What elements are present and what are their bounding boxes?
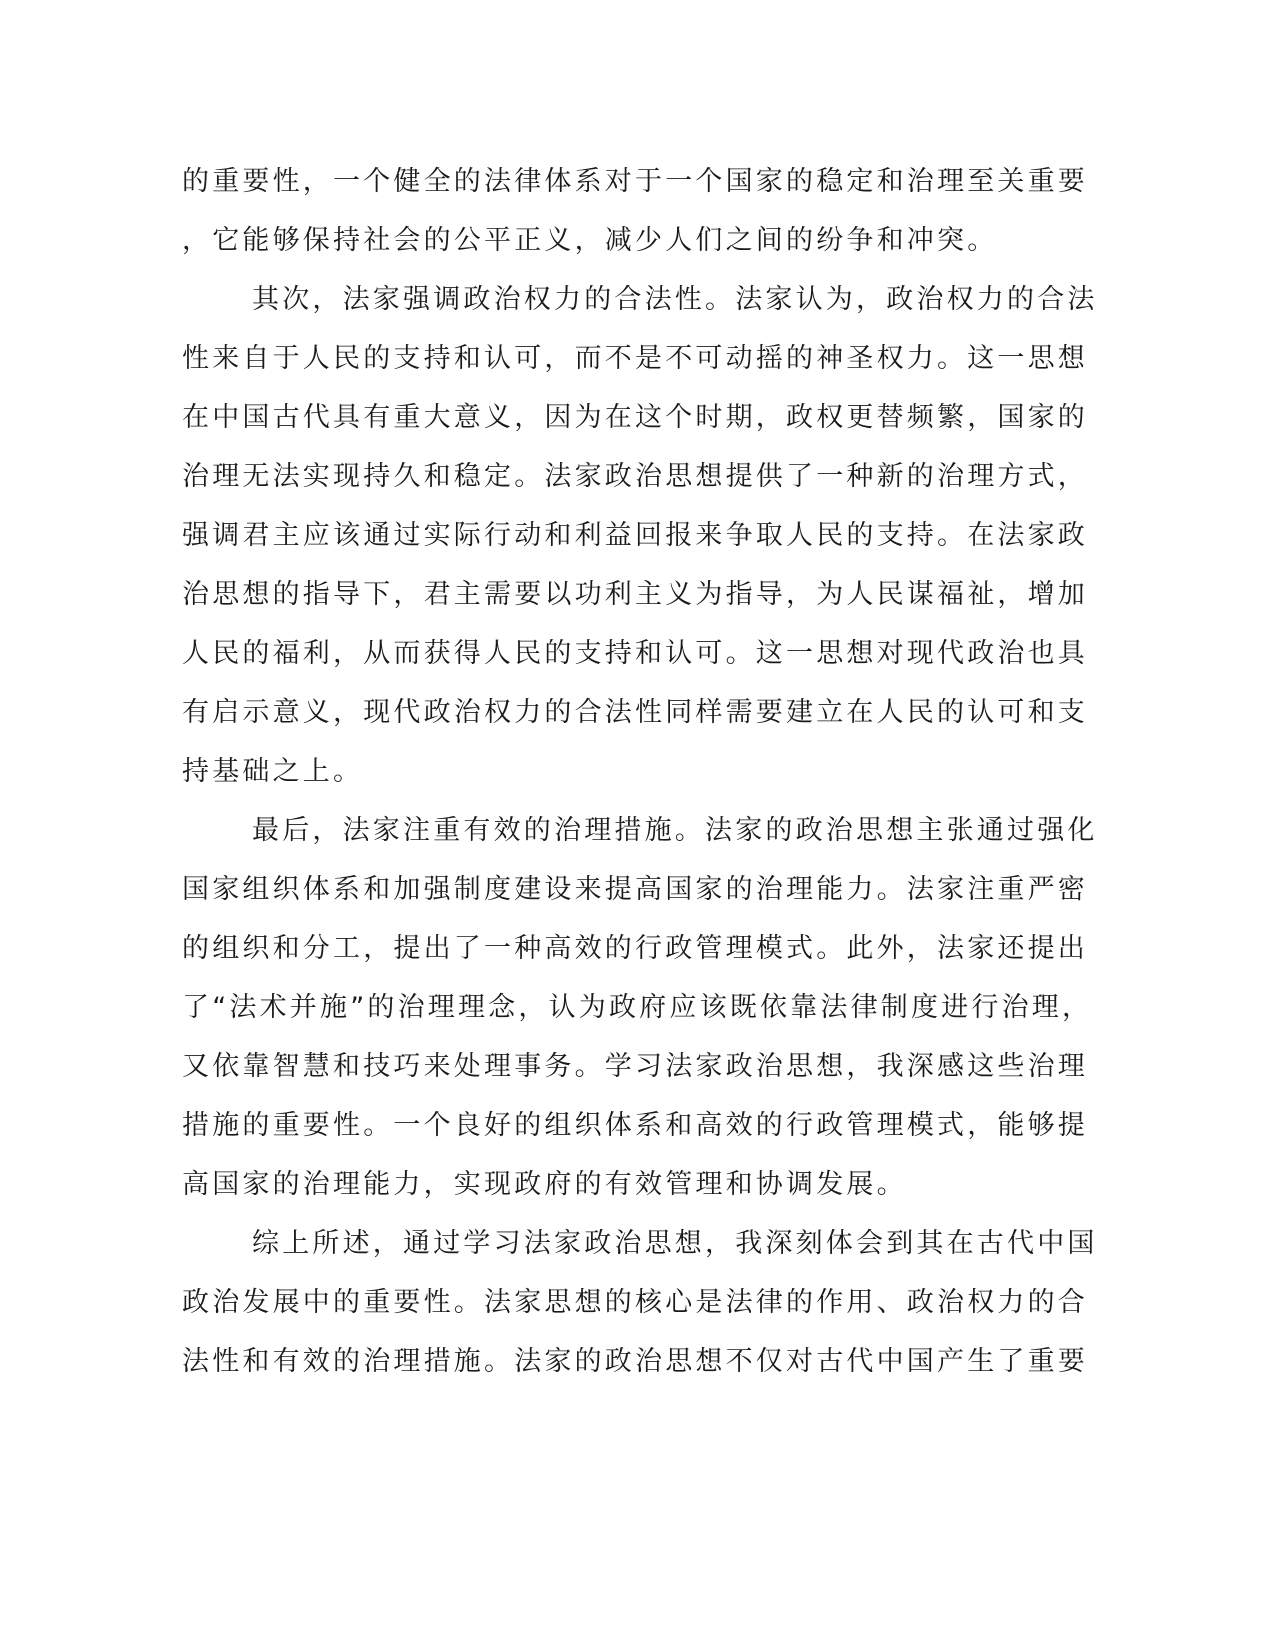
paragraph-start-line: 其次，法家强调政治权力的合法性。法家认为，政治权力的合法 [252, 284, 1098, 315]
text-line: 的重要性，一个健全的法律体系对于一个国家的稳定和治理至关重要 [182, 166, 1088, 197]
text-line: 治理无法实现持久和稳定。法家政治思想提供了一种新的治理方式， [182, 461, 1088, 492]
text-line: 持基础之上。 [182, 756, 364, 787]
text-line: 有启示意义，现代政治权力的合法性同样需要建立在人民的认可和支 [182, 697, 1088, 728]
text-line: 的组织和分工，提出了一种高效的行政管理模式。此外，法家还提出 [182, 933, 1088, 964]
text-line: 措施的重要性。一个良好的组织体系和高效的行政管理模式，能够提 [182, 1110, 1088, 1141]
text-line: 在中国古代具有重大意义，因为在这个时期，政权更替频繁，国家的 [182, 402, 1088, 433]
text-line: 国家组织体系和加强制度建设来提高国家的治理能力。法家注重严密 [182, 874, 1088, 905]
text-line: 了“法术并施”的治理理念，认为政府应该既依靠法律制度进行治理， [182, 992, 1093, 1023]
body-text [182, 152, 1098, 1391]
text-line: ，它能够保持社会的公平正义，减少人们之间的纷争和冲突。 [182, 225, 998, 256]
text-line: 高国家的治理能力，实现政府的有效管理和协调发展。 [182, 1169, 907, 1200]
text-line: 治思想的指导下，君主需要以功利主义为指导，为人民谋福祉，增加 [182, 579, 1088, 610]
text-line: 又依靠智慧和技巧来处理事务。学习法家政治思想，我深感这些治理 [182, 1051, 1088, 1082]
paragraph-start-line: 最后，法家注重有效的治理措施。法家的政治思想主张通过强化 [252, 815, 1098, 846]
text-line: 性来自于人民的支持和认可，而不是不可动摇的神圣权力。这一思想 [182, 343, 1088, 374]
text-line: 政治发展中的重要性。法家思想的核心是法律的作用、政治权力的合 [182, 1287, 1088, 1318]
text-line: 人民的福利，从而获得人民的支持和认可。这一思想对现代政治也具 [182, 638, 1088, 669]
text-line: 强调君主应该通过实际行动和利益回报来争取人民的支持。在法家政 [182, 520, 1088, 551]
paragraph-start-line: 综上所述，通过学习法家政治思想，我深刻体会到其在古代中国 [252, 1228, 1098, 1259]
text-line: 法性和有效的治理措施。法家的政治思想不仅对古代中国产生了重要 [182, 1346, 1088, 1377]
